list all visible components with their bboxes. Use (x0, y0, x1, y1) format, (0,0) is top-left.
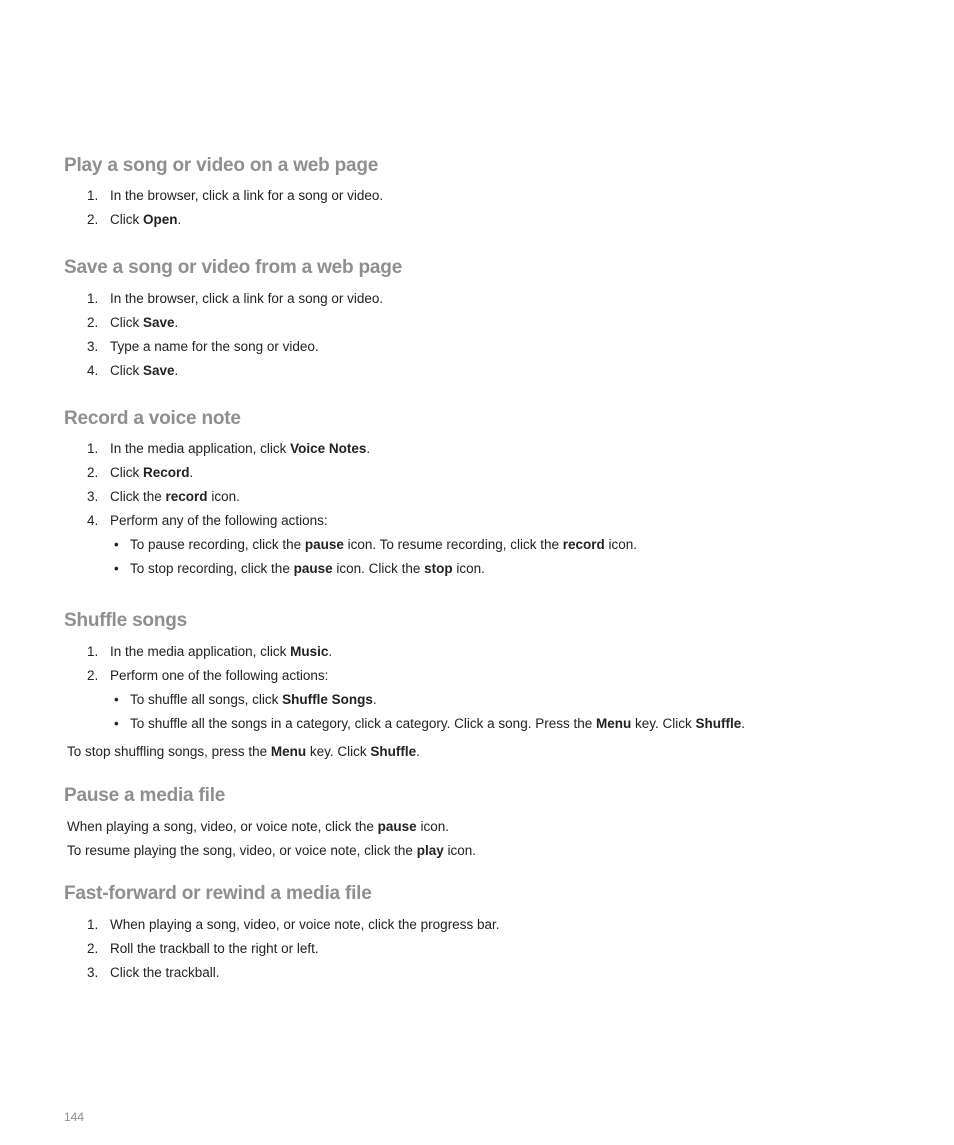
step-text: When playing a song, video, or voice note, click the progress bar. (110, 917, 500, 932)
step-number: 3. (87, 489, 99, 504)
step-number: 1. (87, 644, 99, 659)
step-number: 2. (87, 315, 99, 330)
bullet-icon: • (114, 537, 119, 552)
heading-fast-forward: Fast-forward or rewind a media file (64, 883, 372, 904)
step-number: 2. (87, 941, 99, 956)
step-text: In the browser, click a link for a song or video. (110, 188, 384, 203)
paragraph: When playing a song, video, or voice note, click the pause icon. (67, 819, 449, 834)
heading-save-song: Save a song or video from a web page (64, 257, 403, 278)
step-text: In the media application, click Voice Notes. (110, 441, 371, 456)
step-text: Roll the trackball to the right or left. (110, 941, 319, 956)
step-text: In the browser, click a link for a song or video. (110, 291, 384, 306)
heading-pause-media: Pause a media file (64, 785, 226, 806)
heading-record-voice-note: Record a voice note (64, 408, 241, 429)
step-number: 3. (87, 339, 99, 354)
step-text: Click Open. (110, 212, 182, 227)
step-number: 1. (87, 188, 99, 203)
bullet-icon: • (114, 692, 119, 707)
shuffle-note: To stop shuffling songs, press the Menu key. Click Shuffle. (67, 744, 420, 759)
step-text: Click the record icon. (110, 489, 240, 504)
step-number: 4. (87, 363, 99, 378)
step-text: Click Save. (110, 363, 179, 378)
step-number: 1. (87, 291, 99, 306)
bullet-text: To shuffle all the songs in a category, click a category. Click a song. Press the Menu key. Click Shuffle. (130, 716, 746, 731)
step-text: Click Save. (110, 315, 179, 330)
step-number: 2. (87, 668, 99, 683)
step-number: 1. (87, 917, 99, 932)
step-text: In the media application, click Music. (110, 644, 333, 659)
page-number: 144 (64, 1110, 85, 1124)
paragraph: To resume playing the song, video, or voice note, click the play icon. (67, 843, 476, 858)
bullet-text: To stop recording, click the pause icon. Click the stop icon. (130, 561, 485, 576)
bullet-icon: • (114, 716, 119, 731)
step-number: 1. (87, 441, 99, 456)
heading-shuffle-songs: Shuffle songs (64, 610, 188, 631)
step-text: Perform any of the following actions: (110, 513, 328, 528)
step-number: 2. (87, 465, 99, 480)
step-number: 4. (87, 513, 99, 528)
bullet-text: To pause recording, click the pause icon. To resume recording, click the record icon. (130, 537, 638, 552)
heading-play-song: Play a song or video on a web page (64, 155, 379, 176)
step-text: Perform one of the following actions: (110, 668, 329, 683)
bullet-text: To shuffle all songs, click Shuffle Songs. (130, 692, 377, 707)
bullet-icon: • (114, 561, 119, 576)
step-text: Type a name for the song or video. (110, 339, 319, 354)
step-number: 2. (87, 212, 99, 227)
step-number: 3. (87, 965, 99, 980)
step-text: Click the trackball. (110, 965, 220, 980)
step-text: Click Record. (110, 465, 194, 480)
